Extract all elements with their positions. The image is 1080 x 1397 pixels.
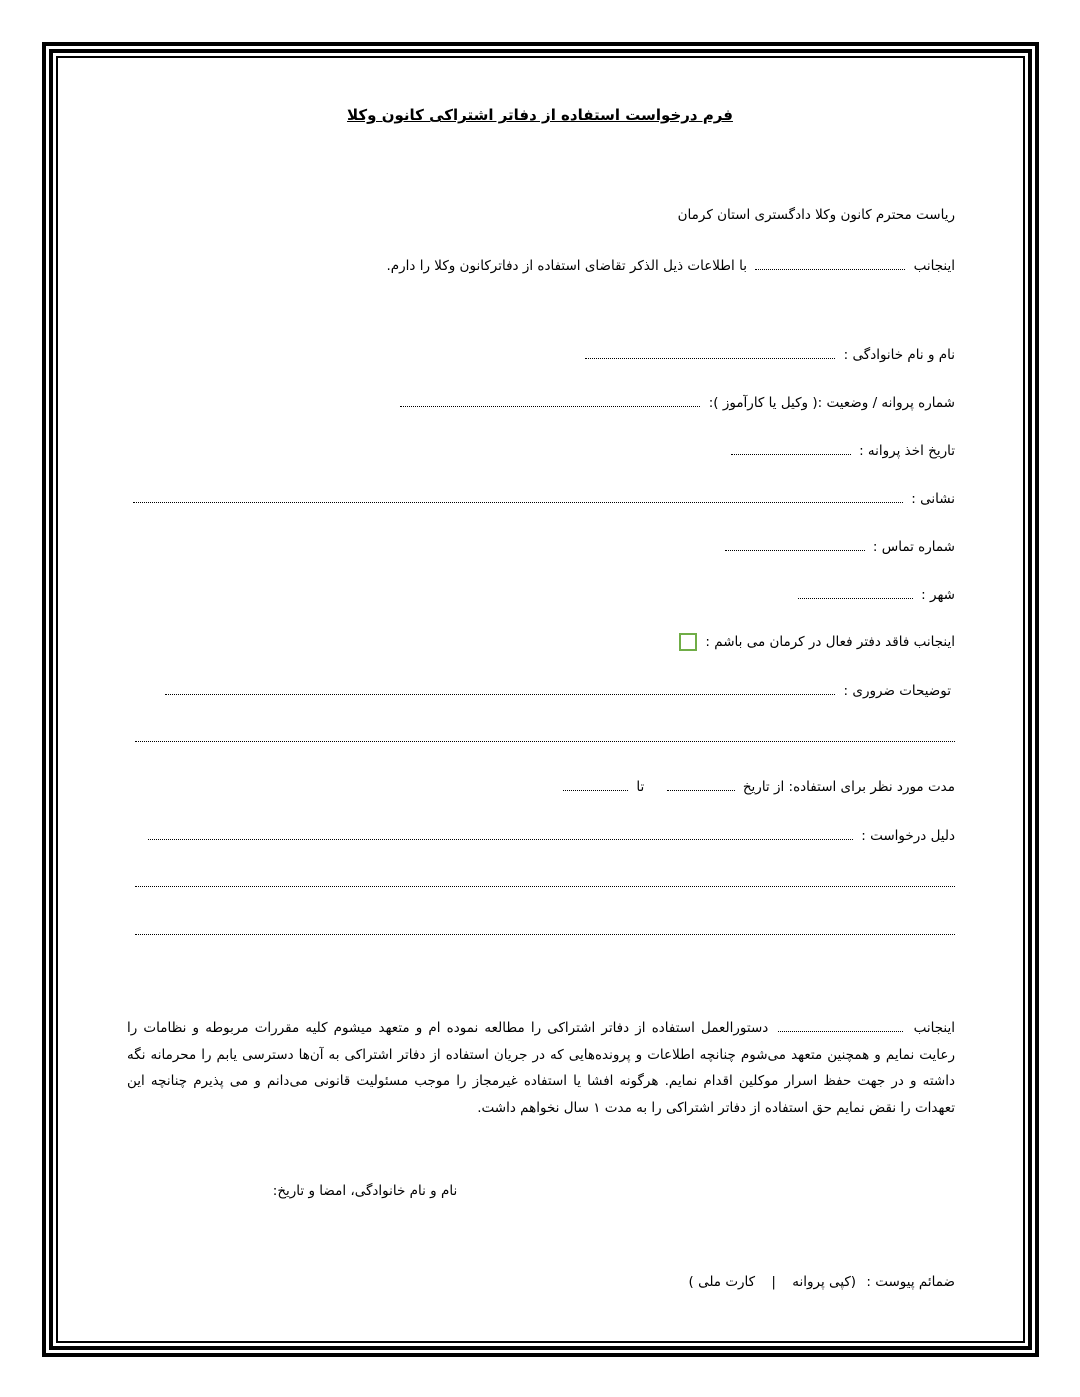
license-status-label: شماره پروانه / وضعیت :( وکیل یا کارآموز ): [708, 395, 955, 411]
license-status-row [396, 393, 955, 413]
commitment-prefix: اینجانب [913, 1020, 955, 1036]
addressee: ریاست محترم کانون وکلا دادگستری استان کرمان [677, 207, 955, 223]
reason-field[interactable] [148, 827, 853, 840]
reason-continuation-line-2[interactable] [135, 934, 955, 935]
license-date-field[interactable] [731, 442, 851, 455]
reason-row [133, 826, 955, 846]
commitment-name-field[interactable] [778, 1019, 903, 1032]
full-name-label: نام و نام خانوادگی : [843, 347, 955, 363]
license-status-field[interactable] [400, 394, 700, 407]
city-field[interactable] [798, 586, 913, 599]
city-label: شهر : [921, 587, 955, 603]
phone-field[interactable] [725, 538, 865, 551]
attachment-national-card: کارت ملی ) [688, 1274, 756, 1290]
commitment-paragraph [127, 1015, 955, 1121]
signature-label: نام و نام خانوادگی، امضا و تاریخ: [272, 1183, 458, 1199]
notes-field[interactable] [165, 682, 835, 695]
reason-label: دلیل درخواست : [861, 828, 955, 844]
city-row [794, 585, 955, 605]
address-label: نشانی : [911, 491, 955, 507]
no-office-label: اینجانب فاقد دفتر فعال در کرمان می باشم : [705, 634, 955, 650]
phone-row [721, 537, 955, 557]
notes-label: توضیحات ضروری : [843, 683, 951, 699]
address-row [133, 489, 955, 509]
full-name-row [581, 345, 955, 365]
period-from-field[interactable] [667, 778, 735, 791]
period-to-field[interactable] [563, 778, 628, 791]
period-row [559, 777, 955, 797]
full-name-field[interactable] [585, 346, 835, 359]
no-office-checkbox[interactable] [679, 633, 697, 651]
notes-continuation-line[interactable] [135, 741, 955, 742]
commitment-text: دستورالعمل استفاده از دفاتر اشتراکی را مطالعه نموده ام و متعهد میشوم کلیه مقررات مربوطه و نظامات را رعایت نمایم و همچنین متعهد می‌شوم چنانچه اطلاعات و پرونده‌هایی که در جریان استفاده از دفاتر اشتراکی به آن‌ها دسترسی یابم را محرمانه نگه داشته و در جهت حفظ اسرار موکلین اقدام نمایم. هرگونه افشا یا استفاده غیرمجاز را موجب مسئولیت قانونی می‌دانم و می پذیرم چنانچه این تعهدات را نقض نمایم حق استفاده از دفاتر اشتراکی را به مدت ۱ سال نخواهم داشت. [127, 1020, 955, 1116]
license-date-row [727, 441, 955, 461]
form-title: فرم درخواست استفاده از دفاتر اشتراکی کانون وکلا [347, 106, 733, 124]
reason-continuation-line-1[interactable] [135, 886, 955, 887]
attachments-separator: | [771, 1274, 776, 1290]
intro-name-field[interactable] [755, 257, 905, 270]
intro-line [386, 256, 955, 276]
no-office-row [679, 632, 955, 652]
phone-label: شماره تماس : [872, 539, 955, 555]
address-field[interactable] [133, 490, 903, 503]
intro-prefix: اینجانب [913, 258, 955, 274]
intro-suffix: با اطلاعات ذیل الذکر تقاضای استفاده از دفاترکانون وکلا را دارم. [386, 258, 747, 274]
period-label: مدت مورد نظر برای استفاده: از تاریخ [742, 779, 955, 795]
attachments-label: ضمائم پیوست : [866, 1274, 955, 1290]
notes-row [161, 681, 951, 701]
attachment-license-copy: (کپی پروانه [792, 1274, 857, 1290]
attachments-row [689, 1272, 955, 1292]
license-date-label: تاریخ اخذ پروانه : [859, 443, 955, 459]
period-to-label: تا [636, 779, 645, 795]
